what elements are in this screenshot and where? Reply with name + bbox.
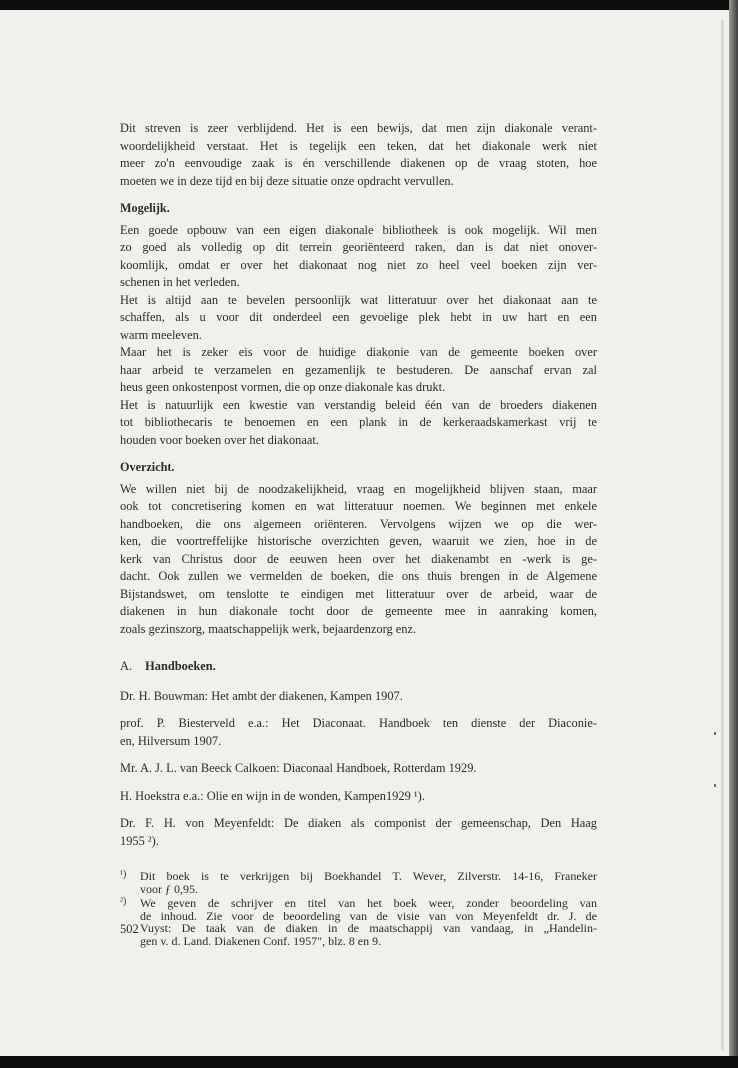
reference-item — [120, 688, 597, 706]
text-line: We geven de schrijver en titel van het boek weer, zonder beoordeling van — [140, 896, 597, 910]
text-line: Bijstandswet, om tenslotte te eindigen met litteratuur over de arbeid, waar de — [120, 586, 597, 601]
section-number: A. — [120, 659, 133, 673]
heading-mogelijk: Mogelijk. — [120, 201, 170, 215]
mogelijk-paragraph — [120, 222, 597, 292]
text-line: Dr. H. Bouwman: Het ambt der diakenen, Kampen 1907. — [120, 688, 403, 703]
text-line: diakenen in hun diakonale tocht door de gemeente mee in aanraking komen, — [120, 604, 597, 618]
text-line: warm meeleven. — [120, 327, 202, 342]
text-line: woordelijkheid verstaat. Het is tegelijk een teken, dat het diakonale werk niet — [120, 138, 597, 153]
text-line: Mr. A. J. L. van Beeck Calkoen: Diaconaal Handboek, Rotterdam 1929. — [120, 761, 477, 775]
page-number: 502 — [120, 922, 139, 936]
text-line: We willen niet bij de noodzakelijkheid, vraag en mogelijkheid blijven staan, maar — [120, 481, 597, 496]
text-line: dacht. Ook zullen we vermelden de boeken, die ons thuis brengen in de Algemene — [120, 569, 597, 583]
scan-border-right — [729, 0, 738, 1068]
reference-item — [120, 788, 597, 806]
footnote-mark: ¹) — [120, 869, 127, 880]
heading-overzicht: Overzicht. — [120, 460, 175, 474]
text-line: voor ƒ 0,95. — [140, 881, 198, 896]
text-line: haar arbeid te verzamelen en gezamenlijk te bestuderen. De aanschaf ervan zal — [120, 362, 597, 377]
section-a-heading — [120, 658, 597, 676]
section-title: Handboeken. — [145, 659, 216, 673]
text-line: houden voor boeken over het diakonaat. — [120, 432, 319, 447]
text-line: en, Hilversum 1907. — [120, 733, 222, 748]
text-line: de inhoud. Zie voor de beoordeling van de visie van von Meyenfeldt dr. J. de — [140, 908, 597, 923]
text-line: zoals gezinszorg, maatschappelijk werk, bejaardenzorg enz. — [120, 621, 417, 636]
text-line: schaffen, als u voor dit onderdeel een gevoelige plek hebt in uw hart en een — [120, 310, 597, 324]
text-line: 1955 ²). — [120, 833, 159, 848]
text-line: ook tot concretisering komen en wat litteratuur noemen. We beginnen met enkele — [120, 499, 597, 513]
footnote — [120, 897, 597, 947]
mogelijk-section — [120, 222, 597, 450]
text-line: ken, die voortreffelijke historische overzichten geven, waaruit we zien, hoe in de — [120, 534, 597, 548]
text-line: handboeken, die ons algemeen oriënteren. Vervolgens wijzen we op die wer- — [120, 516, 597, 531]
reference-list — [120, 688, 597, 851]
text-line: tot bibliothecaris te benoemen en een plank in de kerkeraadskamerkast vrij te — [120, 415, 597, 429]
mogelijk-paragraph — [120, 344, 597, 397]
text-line: prof. P. Biesterveld e.a.: Het Diaconaat. Handboek ten dienste der Diaconie- — [120, 716, 597, 730]
margin-speck — [714, 784, 716, 787]
intro-paragraph — [120, 120, 597, 190]
text-line: heus geen onkostenpost vormen, die op onze diakonale kas drukt. — [120, 380, 446, 394]
reference-item — [120, 715, 597, 750]
mogelijk-paragraph — [120, 292, 597, 345]
footnote-mark: ²) — [120, 896, 127, 907]
text-line: schenen in het verleden. — [120, 275, 240, 289]
page-fold-shadow — [721, 20, 724, 1050]
text-line: Vuyst: De taak van de diaken in de maatschappij van vandaag, in „Handelin- — [140, 921, 597, 935]
text-line: Dit boek is te verkrijgen bij Boekhandel T. Wever, Zilverstr. 14-16, Franeker — [140, 869, 597, 883]
text-line: Dr. F. H. von Meyenfeldt: De diaken als componist der gemeenschap, Den Haag — [120, 816, 597, 830]
text-line: koomlijk, omdat er over het diakonaat nog niet zo heel veel boeken zijn ver- — [120, 257, 597, 272]
text-line: zo goed als volledig op dit terrein georiënteerd raken, dan is dat niet onover- — [120, 240, 597, 254]
scan-border-top — [0, 0, 738, 10]
mogelijk-paragraph — [120, 397, 597, 450]
scan-border-bottom — [0, 1056, 738, 1068]
reference-item — [120, 760, 597, 778]
text-line: moeten we in deze tijd en bij deze situatie onze opdracht vervullen. — [120, 173, 454, 188]
text-line: kerk van Christus door de eeuwen heen over het diakenambt en -werk is ge- — [120, 551, 597, 566]
text-line: Dit streven is zeer verblijdend. Het is een bewijs, dat men zijn diakonale verant- — [120, 121, 597, 135]
text-line: meer zo'n eenvoudige zaak is én verschillende diakenen op de vraag stoten, hoe — [120, 156, 597, 170]
text-line: Het is natuurlijk een kwestie van verstandig beleid één van de broeders diakenen — [120, 397, 597, 412]
text-line: Een goede opbouw van een eigen diakonale bibliotheek is ook mogelijk. Wil men — [120, 222, 597, 237]
page-body — [120, 120, 597, 949]
reference-item — [120, 815, 597, 850]
text-line: Maar het is zeker eis voor de huidige diakonie van de gemeente boeken over — [120, 345, 597, 359]
text-line: Het is altijd aan te bevelen persoonlijk wat litteratuur over het diakonaat aan te — [120, 292, 597, 307]
text-line: gen v. d. Land. Diakenen Conf. 1957", blz. 8 en 9. — [140, 933, 382, 948]
footnote — [120, 870, 597, 895]
footnotes — [120, 870, 597, 947]
margin-speck — [714, 732, 716, 735]
text-line: H. Hoekstra e.a.: Olie en wijn in de wonden, Kampen1929 ¹). — [120, 788, 425, 803]
overzicht-paragraph — [120, 481, 597, 639]
